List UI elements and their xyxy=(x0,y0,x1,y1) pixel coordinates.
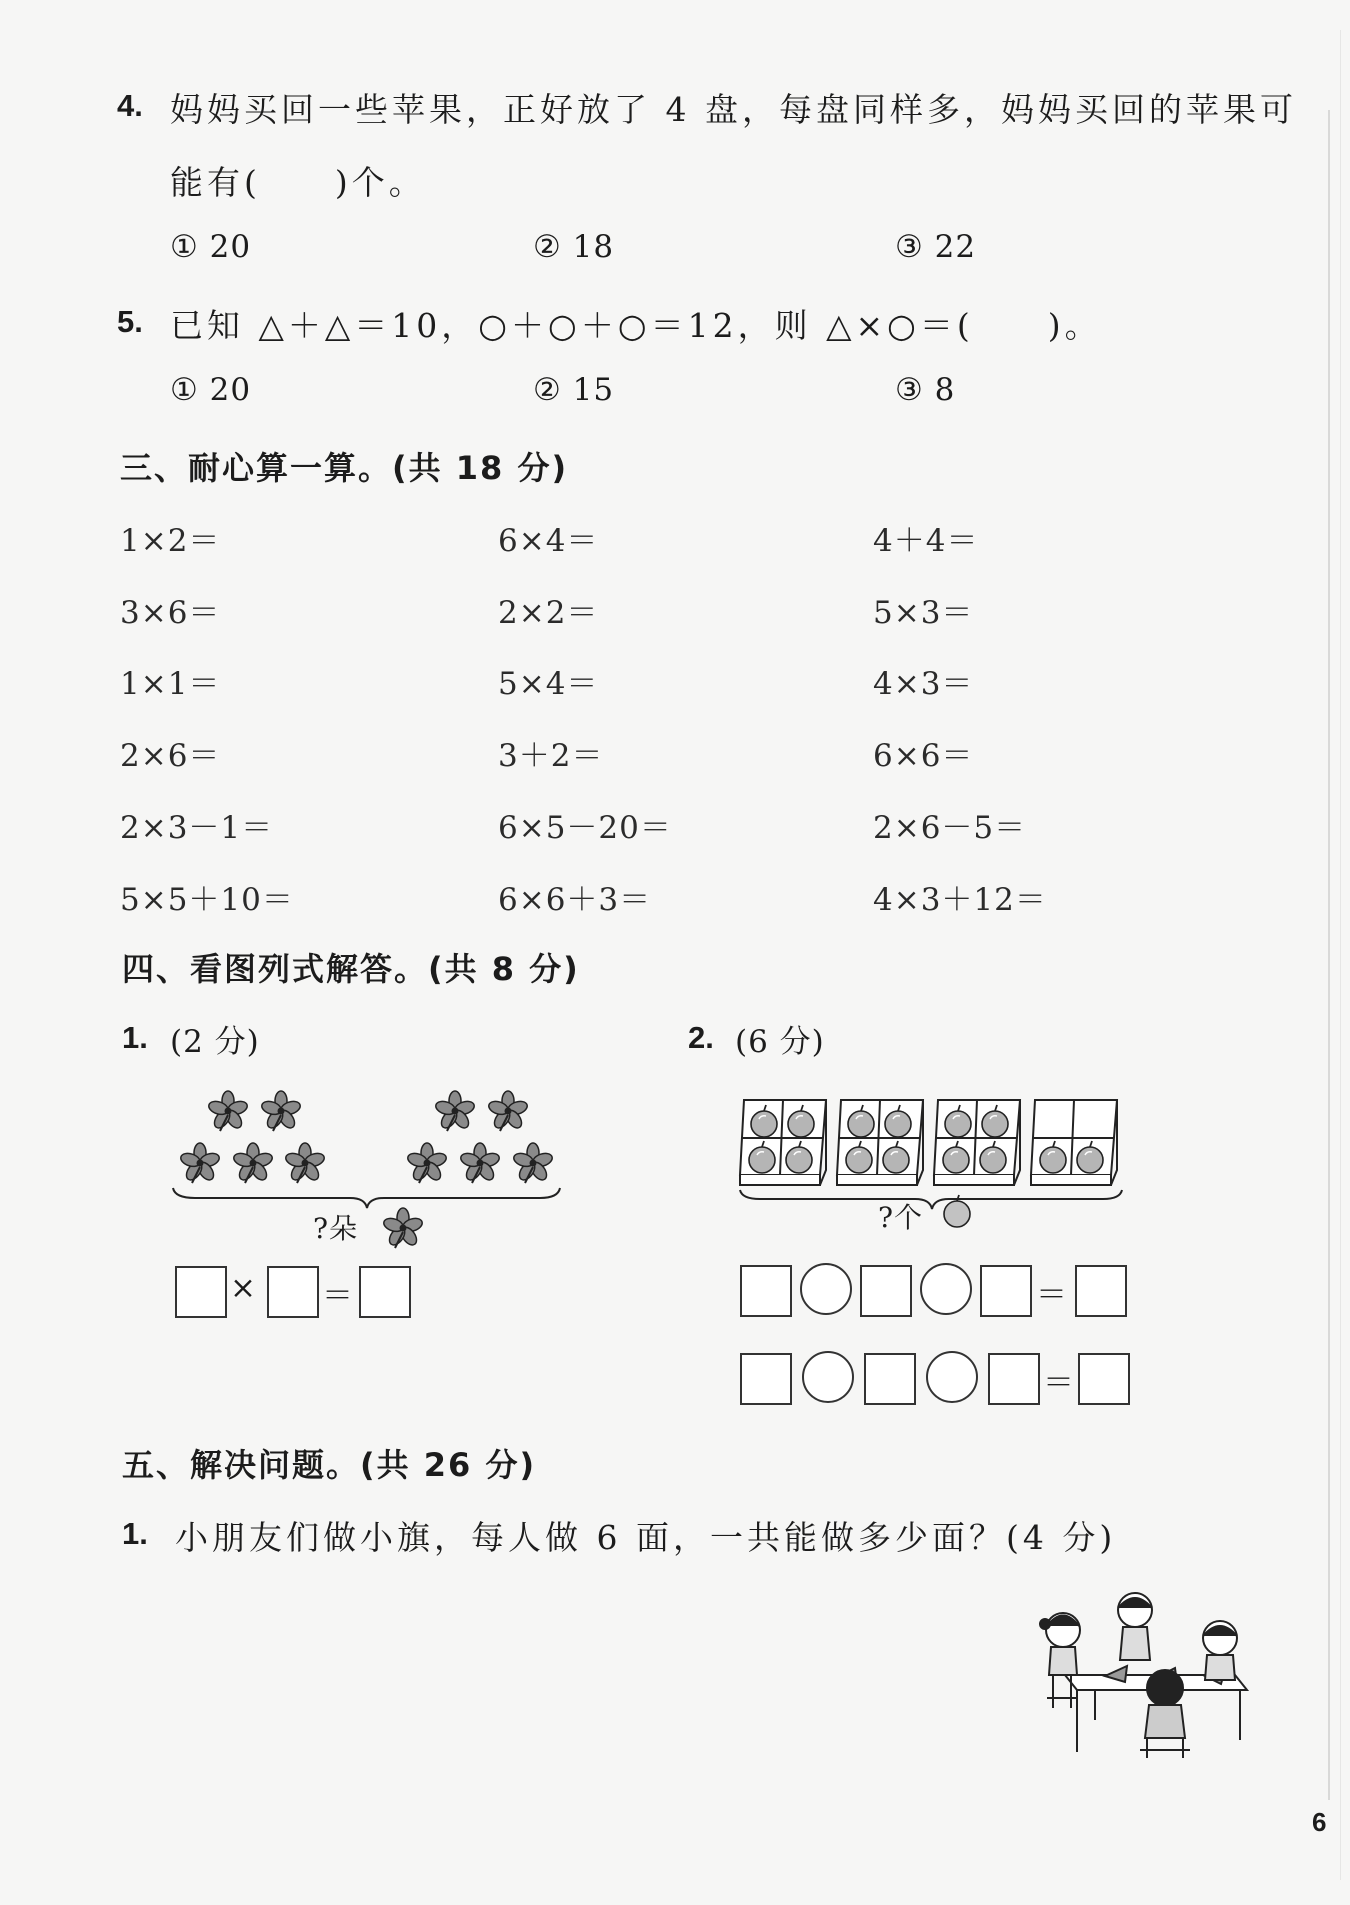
flower-icon xyxy=(382,1208,424,1248)
answer-box[interactable] xyxy=(740,1353,792,1405)
calc-item: 2×3－1＝ xyxy=(120,810,274,846)
apple-tray xyxy=(837,1100,923,1185)
brace xyxy=(173,1188,560,1208)
operator-circle[interactable] xyxy=(920,1263,972,1315)
apple-trays-illustration xyxy=(735,1085,1135,1225)
question-4-text-line1: 妈妈买回一些苹果，正好放了 4 盘，每盘同样多，妈妈买回的苹果可 xyxy=(170,90,1297,129)
apples-caption: ?个 xyxy=(878,1201,924,1234)
flower-icon xyxy=(487,1091,529,1131)
section-5-title: 五、解决问题。(共 26 分) xyxy=(122,1446,537,1484)
question-4-number: 4. xyxy=(117,88,143,123)
answer-box[interactable] xyxy=(1075,1265,1127,1317)
calc-item: 1×1＝ xyxy=(120,666,221,702)
calc-item: 2×2＝ xyxy=(498,595,599,631)
page-edge-line xyxy=(1328,110,1330,1800)
flower-icon xyxy=(434,1091,476,1131)
page-number: 6 xyxy=(1312,1807,1327,1837)
calc-item: 6×5－20＝ xyxy=(498,810,672,846)
flower-icon xyxy=(406,1143,448,1183)
answer-box[interactable] xyxy=(860,1265,912,1317)
problem-2-score: (6 分) xyxy=(735,1024,825,1060)
problem-5-1-text: 小朋友们做小旗，每人做 6 面，一共能做多少面？(4 分) xyxy=(175,1518,1117,1557)
calc-item: 2×6－5＝ xyxy=(873,810,1027,846)
section-4-title: 四、看图列式解答。(共 8 分) xyxy=(122,950,580,988)
equals-sign: ＝ xyxy=(1036,1277,1068,1313)
question-5-option-1: ① 20 xyxy=(170,372,252,408)
question-5-number: 5. xyxy=(117,304,143,339)
operator-circle[interactable] xyxy=(926,1351,978,1403)
problem-1-score: (2 分) xyxy=(170,1024,260,1060)
brace xyxy=(740,1190,1122,1209)
calc-item: 1×2＝ xyxy=(120,523,221,559)
answer-box[interactable] xyxy=(864,1353,916,1405)
question-4-option-2: ② 18 xyxy=(533,229,615,265)
flower-icon xyxy=(179,1143,221,1183)
flower-icon xyxy=(232,1143,274,1183)
calc-item: 5×3＝ xyxy=(873,595,974,631)
answer-box[interactable] xyxy=(359,1266,411,1318)
section-3-title: 三、耐心算一算。(共 18 分) xyxy=(120,449,569,487)
flowers-caption: ?朵 xyxy=(313,1212,359,1245)
calc-item: 3×6＝ xyxy=(120,595,221,631)
question-4-option-1: ① 20 xyxy=(170,229,252,265)
operator-circle[interactable] xyxy=(800,1263,852,1315)
operator-circle[interactable] xyxy=(802,1351,854,1403)
calc-item: 6×4＝ xyxy=(498,523,599,559)
flower-icon xyxy=(284,1143,326,1183)
page-edge-line xyxy=(1340,30,1341,1880)
answer-box[interactable] xyxy=(980,1265,1032,1317)
apple-tray xyxy=(1031,1100,1117,1185)
calc-item: 6×6＋3＝ xyxy=(498,882,652,918)
apple-icon xyxy=(940,1194,974,1230)
apple-tray xyxy=(934,1100,1020,1185)
flower-icon xyxy=(459,1143,501,1183)
answer-box[interactable] xyxy=(175,1266,227,1318)
flowers-illustration xyxy=(165,1080,565,1255)
question-5-text: 已知 △＋△＝10，○＋○＋○＝12，则 △×○＝( )。 xyxy=(170,306,1102,345)
question-4-text-line2: 能有( )个。 xyxy=(170,163,426,202)
children-making-flags-illustration xyxy=(1035,1580,1260,1760)
answer-box[interactable] xyxy=(267,1266,319,1318)
flower-icon xyxy=(207,1091,249,1131)
calc-item: 2×6＝ xyxy=(120,738,221,774)
problem-5-1-number: 1. xyxy=(122,1516,148,1551)
calc-item: 4＋4＝ xyxy=(873,523,979,559)
apple-tray xyxy=(740,1100,826,1185)
answer-box[interactable] xyxy=(988,1353,1040,1405)
equals-sign: ＝ xyxy=(322,1278,354,1314)
answer-box[interactable] xyxy=(740,1265,792,1317)
question-5-option-3: ③ 8 xyxy=(895,372,956,408)
question-4-option-3: ③ 22 xyxy=(895,229,977,265)
calc-item: 6×6＝ xyxy=(873,738,974,774)
calc-item: 3＋2＝ xyxy=(498,738,604,774)
equals-sign: ＝ xyxy=(1043,1365,1075,1401)
flower-icon xyxy=(512,1143,554,1183)
times-sign: × xyxy=(230,1270,257,1306)
calc-item: 5×5＋10＝ xyxy=(120,882,294,918)
calc-item: 4×3＋12＝ xyxy=(873,882,1047,918)
question-5-option-2: ② 15 xyxy=(533,372,615,408)
calc-item: 5×4＝ xyxy=(498,666,599,702)
calc-item: 4×3＝ xyxy=(873,666,974,702)
flower-icon xyxy=(260,1091,302,1131)
answer-box[interactable] xyxy=(1078,1353,1130,1405)
problem-2-number: 2. xyxy=(688,1020,714,1055)
problem-1-number: 1. xyxy=(122,1020,148,1055)
